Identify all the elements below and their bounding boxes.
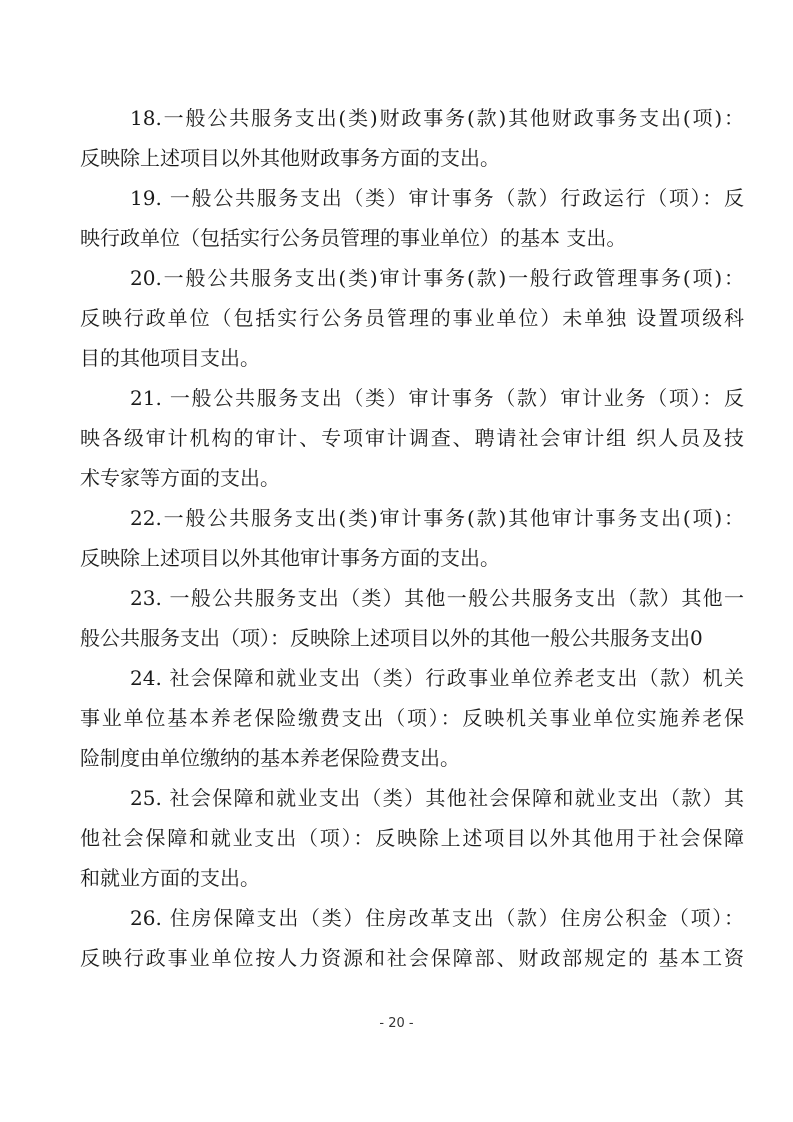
paragraph-line: 般公共服务支出（项）：反映除上述项目以外的其他一般公共服务支出0 [80,626,703,650]
paragraph-line: 24. 社会保障和就业支出（类）行政事业单位养老支出（款）机关 [130,666,744,690]
paragraph-line: 反映除上述项目以外其他财政事务方面的支出。 [80,146,500,170]
paragraph-20 [80,258,744,378]
page-number: - 20 - [379,1016,414,1031]
document-body [80,98,744,978]
paragraph-23 [80,578,744,658]
paragraph-line: 23. 一般公共服务支出（类）其他一般公共服务支出（款）其他一 [130,586,744,610]
paragraph-line: 和就业方面的支出。 [80,866,260,890]
paragraph-line: 他社会保障和就业支出（项）：反映除上述项目以外其他用于社会保障 [80,826,744,850]
paragraph-18 [80,98,744,178]
paragraph-line: 19. 一般公共服务支出（类）审计事务（款）行政运行（项）：反 [130,186,744,210]
paragraph-line: 25. 社会保障和就业支出（类）其他社会保障和就业支出（款）其 [130,786,744,810]
paragraph-line: 险制度由单位缴纳的基本养老保险费支出。 [80,746,460,770]
paragraph-line: 事业单位基本养老保险缴费支出（项）：反映机关事业单位实施养老保 [80,706,744,730]
paragraph-19 [80,178,744,258]
paragraph-line: 20.一般公共服务支出(类)审计事务(款)一般行政管理事务(项)： [130,266,744,290]
paragraph-line: 映各级审计机构的审计、专项审计调查、聘请社会审计组 织人员及技 [80,426,744,450]
paragraph-line: 26. 住房保障支出（类）住房改革支出（款）住房公积金（项）： [130,906,744,930]
paragraph-25 [80,778,744,898]
paragraph-21 [80,378,744,498]
paragraph-line: 映行政单位（包括实行公务员管理的事业单位）的基本 支出。 [80,226,627,250]
paragraph-24 [80,658,744,778]
paragraph-line: 反映行政单位（包括实行公务员管理的事业单位）未单独 设置项级科 [80,306,744,330]
paragraph-26 [80,898,744,978]
paragraph-line: 目的其他项目支出。 [80,346,260,370]
paragraph-line: 术专家等方面的支出。 [80,466,280,490]
paragraph-line: 反映行政事业单位按人力资源和社会保障部、财政部规定的 基本工资 [80,946,744,970]
paragraph-22 [80,498,744,578]
paragraph-line: 18.一般公共服务支出(类)财政事务(款)其他财政事务支出(项)： [130,106,744,130]
paragraph-line: 21. 一般公共服务支出（类）审计事务（款）审计业务（项）：反 [130,386,744,410]
paragraph-line: 22.一般公共服务支出(类)审计事务(款)其他审计事务支出(项)： [130,506,744,530]
paragraph-line: 反映除上述项目以外其他审计事务方面的支出。 [80,546,500,570]
